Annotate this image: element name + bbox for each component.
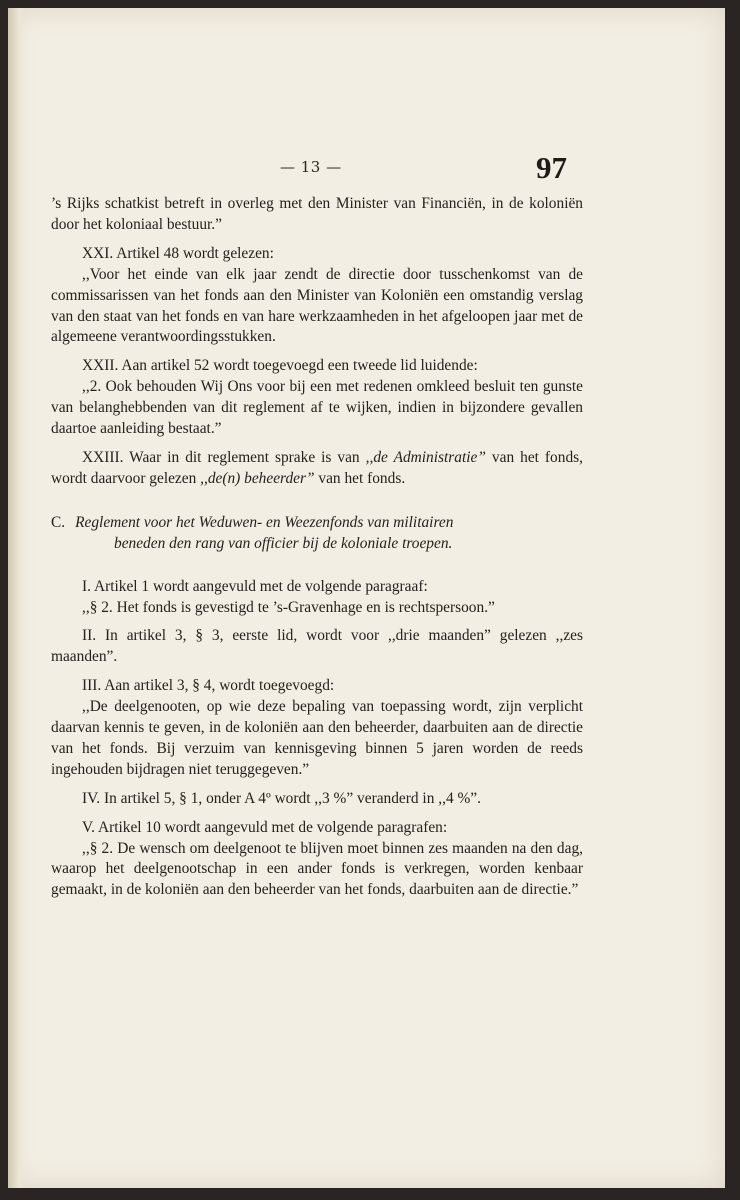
- xxiii-pre: XXIII. Waar in dit reglement sprake is van: [82, 448, 366, 466]
- paragraph-c-iv: IV. In artikel 5, § 1, onder A 4º wordt ,,3 %” veranderd in ,,4 %”.: [82, 789, 481, 807]
- paragraph-c-i: I. Artikel 1 wordt aangevuld met de volgende paragraaf:: [82, 577, 428, 595]
- xxiii-term-administratie: ,,de Administratie”: [365, 448, 486, 466]
- xxiii-post: van het fonds.: [314, 469, 406, 487]
- body-text: [51, 194, 583, 901]
- paragraph-xxi: XXI. Artikel 48 wordt gelezen:: [82, 244, 274, 262]
- paragraph-continuation: ’s Rijks schatkist betreft in overleg met den Minister van Financiën, in de koloniën door het koloniaal bestuur.”: [51, 195, 583, 233]
- paragraph-c-v-quote: ,,§ 2. De wensch om deelgenoot te blijven moet binnen zes maanden na den dag, waarop het deelgenootschap in een ander fonds is verkregen, worden kenbaar gemaakt, in de koloniën aan den beheerder van het fonds, daarbuiten aan de directie.”: [51, 839, 583, 899]
- page-number-inline: — 13 —: [280, 158, 342, 176]
- section-c-heading: [51, 513, 583, 555]
- paragraph-xxi-quote: ,,Voor het einde van elk jaar zendt de directie door tusschenkomst van de commissarissen van het fonds aan den Minister van Koloniën een omstandig verslag van den staat van het fonds en van hare werkzaamheden in het afgeloopen jaar met de algemeene verantwoordingsstukken.: [51, 265, 583, 346]
- paragraph-c-iii-quote: ,,De deelgenooten, op wie deze bepaling van toepassing wordt, zijn verplicht daarvan kennis te geven, in de koloniën aan den beheerder, daarbuiten aan de directie van het fonds. Bij verzuim van kennisgeving binnen 5 jaren worden de reeds ingehouden bijdragen niet teruggegeven.”: [51, 698, 583, 778]
- paragraph-c-v: V. Artikel 10 wordt aangevuld met de volgende paragrafen:: [82, 818, 448, 836]
- section-c-title-line2: beneden den rang van officier bij de koloniale troepen.: [114, 534, 453, 552]
- paragraph-xxii-quote: ,,2. Ook behouden Wij Ons voor bij een met redenen omkleed besluit ten gunste van belanghebbenden van dit reglement af te wijken, indien in bijzondere gevallen daartoe aanleiding bestaat.”: [51, 378, 583, 438]
- xxiii-mid: van het fonds, wordt daarvoor gelezen: [51, 448, 583, 487]
- paragraph-c-iii: III. Aan artikel 3, § 4, wordt toegevoegd:: [82, 677, 335, 695]
- document-page: [8, 8, 725, 1188]
- folio-number: 97: [536, 150, 567, 185]
- section-c-title-line1: Reglement voor het Weduwen- en Weezenfonds van militairen: [75, 513, 454, 531]
- paragraph-c-i-quote: ,,§ 2. Het fonds is gevestigd te ’s-Gravenhage en is rechtspersoon.”: [82, 598, 495, 616]
- paragraph-c-ii: II. In artikel 3, § 3, eerste lid, wordt voor ,,drie maanden” gelezen ,,zes maanden”.: [51, 627, 583, 666]
- page-header: [8, 150, 725, 196]
- paragraph-xxii: XXII. Aan artikel 52 wordt toegevoegd een tweede lid luidende:: [82, 357, 478, 375]
- xxiii-term-beheerder: ,,de(n) beheerder”: [200, 469, 315, 487]
- section-c-label: C.: [51, 513, 66, 531]
- paragraph-xxiii: [51, 448, 583, 490]
